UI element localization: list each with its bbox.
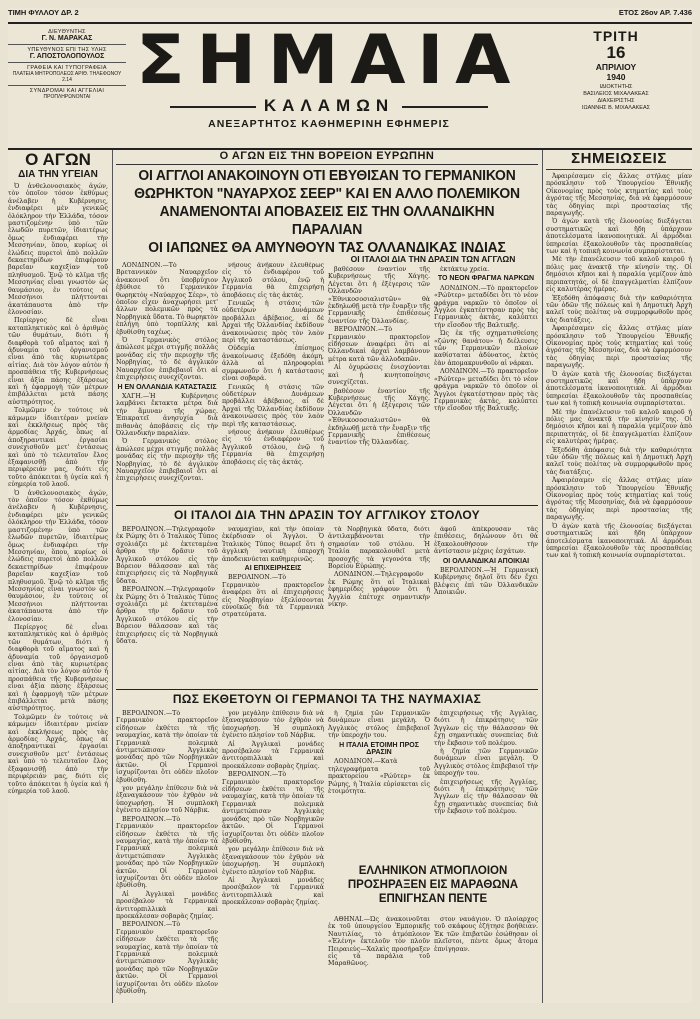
subheading: ΤΟ ΝΕΟΝ ΦΡΑΓΜΑ ΝΑΡΚΩΝ xyxy=(437,275,535,283)
column-divider xyxy=(112,150,113,1003)
subheading: Η ΙΤΑΛΙΑ ΕΤΟΙΜΗ ΠΡΟΣ ΔΡΑΣΙΝ xyxy=(339,741,419,757)
section-2-title: ΟΙ ΙΤΑΛΟΙ ΔΙΑ ΤΗΝ ΔΡΑΣΙΝ ΤΟΥ ΑΓΓΛΙΚΟΥ ΣΤΟΛΟΥ xyxy=(174,508,480,522)
month: ΑΠΡΙΛΙΟΥ xyxy=(595,62,637,72)
paragraph: Περίεργος δὲ εἶναι καταπληκτικὸς καὶ ὁ ἀριθμὸς τῶν θυμάτων, διότι ἡ διαφθορὰ τοῦ αἵματος καὶ ἡ ἀδυναμία τοῦ ὀργανισμοῦ εἶναι ἀπὸ τὰς κυριωτέρας αἰτίας. Διὰ τὸν λόγον αὐτὸν ἡ προσπάθεια τῆς Κυβερνήσεως εἶναι ἀξία πάσης ἐξάρσεως καὶ ἡ ἐφαρμογὴ τῶν μέτρων ἐπιβάλλεται μετὰ πάσης αὐστηρότητος. xyxy=(8,317,108,406)
column-divider xyxy=(542,150,543,1003)
paragraph: Μὲ τὴν ἐπανέλευσιν τοῦ καλοῦ καιροῦ ἡ πόλις μας ἀνακτᾷ τὴν κίνησίν της. Οἱ δημόσιοι κῆποι καὶ ἡ παραλία γεμίζουν ἀπὸ περιπατητάς, οἱ δὲ ἐπαγγελματίαι ἐλπίζουν εἰς καλυτέρας ἡμέρας. xyxy=(546,256,692,294)
paragraph: Ὁ ἀγὼν κατὰ τῆς ἐλονοσίας διεξάγεται συστηματικῶς καὶ ἤδη ὑπάρχουν ἀποτελέσματα ἱκανοποιητικά. Αἱ ἀρμόδιαι ὑπηρεσίαι ἐξακολουθοῦν τὰς προσπαθείας των καὶ ἡ τοπικὴ κοινωνία συμπαρίσταται. xyxy=(546,522,692,560)
offices-block xyxy=(8,63,126,86)
paragraph: Τολμῶμεν ἐν τούτοις νὰ κάμωμεν ἰδιαιτέραν μνείαν καὶ ἐκκλήσεως πρὸς τὰς ἀρμοδίας Ἀρχάς, ὅπως αἱ ἀποξηραντικαὶ ἐργασίαι συνεχισθοῦν μετ' ἐντάσεως καὶ ὑπὸ τὸ τελευταῖον ἕλος ἐξαφανισθῇ ἀπὸ τὴν περιφέρειάν μας, διότι εἰς τοῦτο ἀπόκειται ἡ ὑγεία καὶ ἡ εὐημερία τοῦ λαοῦ. xyxy=(8,407,108,489)
paragraph: Ἀφαιρέσαμεν εἰς ἄλλας στήλας μίαν πρόσκλησιν τοῦ Ὑπουργείου Ἐθνικῆς Οἰκονομίας πρὸς τοὺς κτηματίας καὶ τοὺς ἀγρότας τῆς Μεσσηνίας, διὰ νὰ ἐφαρμόσουν τὰς ὁδηγίας περὶ προστασίας τῆς παραγωγῆς. xyxy=(546,325,692,370)
divider xyxy=(116,164,538,165)
offices-address: ΠΛΑΤΕΙΑ ΜΗΤΡΟΠΟΛΕΩΣ ΑΡΙΘ. ΤΗΛΕΦΩΝΟΥ 2.14 xyxy=(12,71,122,83)
offices-label: ΓΡΑΦΕΙΑ ΚΑΙ ΤΥΠΟΓΡΑΦΕΙΑ xyxy=(27,65,107,71)
paragraph: Γενικῶς ἡ στάσις τῶν οὐδετέρων Δυνάμεων προβάλλει ἀβέβαιος, αἱ δὲ Ἀρχαὶ τῆς Ὀλλανδίας ἐκδίδουν ἀνακοινώσεις πρὸς τὸν λαὸν περὶ τῆς καταστάσεως. xyxy=(222,300,324,345)
paragraph: Γενικῶς ἡ στάσις τῶν οὐδετέρων Δυνάμεων προβάλλει ἀβέβαιος, αἱ δὲ Ἀρχαὶ τῆς Ὀλλανδίας ἐκδίδουν ἀνακοινώσεις πρὸς τὸν λαὸν περὶ τῆς καταστάσεως. xyxy=(222,383,324,428)
paragraph: Μὲ τὴν ἐπανέλευσιν τοῦ καλοῦ καιροῦ ἡ πόλις μας ἀνακτᾷ τὴν κίνησίν της. Οἱ δημόσιοι κῆποι καὶ ἡ παραλία γεμίζουν ἀπὸ περιπατητάς, οἱ δὲ ἐπαγγελματίαι ἐλπίζουν εἰς καλυτέρας ἡμέρας. xyxy=(546,408,692,446)
paragraph: ναυμαχίαν, καὶ τὴν ὁποίαν ἐκέρδισαν οἱ Ἄγγλοι. Ὁ Ἰταλικὸς Τύπος θεωρεῖ ὅτι ἡ ἀγγλικὴ ναυτικὴ ὑπεροχὴ ἀποδεικνύεται καθημερινῶς. xyxy=(222,526,324,563)
paragraph: ΛΟΝΔΙΝΟΝ.—Τὸ πρακτορεῖον «Ρώϋτερ» μεταδίδει ὅτι τὸ νέον φράγμα ναρκῶν τὸ ὁποῖον οἱ Ἄγγλοι ἐγκατέστησαν πρὸς τὰς Γερμανικὰς ἀκτάς, καλύπτει τὴν εἴσοδον τῆς Βαλτικῆς. xyxy=(434,368,538,413)
headline-1: ΟΙ ΑΓΓΛΟΙ ΑΝΑΚΟΙΝΟΥΝ ΟΤΙ ΕΒΥΘΙΣΑΝ ΤΟ ΓΕΡΜΑΝΙΚΟΝ xyxy=(138,168,516,184)
paragraph: γον μεγάλην ἐπίθεσιν διὰ νὰ ἐξαναγκάσουν τὸν ἐχθρὸν νὰ ὑποχωρήσῃ. Ἡ συμπλοκὴ ἐγένετο πλησίον τοῦ Νάρβικ. xyxy=(222,710,324,740)
editor-name: Γ. Ν. ΜΑΡΑΚΑΣ xyxy=(41,35,93,42)
responsible-label: ΥΠΕΥΘΥΝΟΣ ΕΠΙ ΤΗΣ ΥΛΗΣ xyxy=(27,47,107,53)
section-4-title-1: ΕΛΛΗΝΙΚΟΝ ΑΤΜΟΠΛΟΙΟΝ xyxy=(358,865,508,877)
paragraph: Ὁ Γερμανικὸς στόλος ἀπώλεσε μέχρι στιγμῆς πολλὰς μονάδας εἰς τὴν περιοχὴν τῆς Νορβηγίας, τὸ δὲ ἀγγλικὸν Ναυαρχεῖον ἐπιβεβαιοῖ ὅτι αἱ ἐπιχειρήσεις συνεχίζονται. xyxy=(116,438,218,483)
section-2-col-4 xyxy=(434,526,538,686)
paragraph: ΒΕΡΟΛΙΝΟΝ.—Τὸ Γερμανικὸν πρακτορεῖον εἰδήσεων ἀναφέρει ὅτι αἱ Ὀλλανδικαὶ ἀρχαὶ λαμβάνουν μέτρα κατὰ τῶν ἀλλοδαπῶν. xyxy=(328,326,430,363)
paragraph: ἐπιχειρήσεως τῆς Ἀγγλίας, διότι ἡ ἐπικράτησις τῶν Ἄγγλων εἰς τὴν θάλασσαν θὰ ἔχῃ σημαντικὰς συνεπείας διὰ τὴν ἔκβασιν τοῦ πολέμου. xyxy=(434,778,538,816)
left-column xyxy=(8,150,108,1003)
paragraph: ΛΟΝΔΙΝΟΝ.—Κατὰ τηλεγραφήματα τοῦ πρακτορείου «Ρώϋτερ» ἐκ Ρώμης, ἡ Ἰταλία εὑρίσκεται εἰς ἑτοιμότητα. xyxy=(328,758,430,796)
section-3-header xyxy=(116,692,538,708)
section-3-col-2 xyxy=(222,710,324,1003)
subheading: ΟΙ ΟΛΛΑΝΔΙΚΑΙ ΑΠΟΙΚΙΑΙ xyxy=(442,557,530,565)
editor-block xyxy=(8,27,126,45)
paragraph: Αἱ Ἀγγλικαὶ μονάδες προσέβαλον τὰ Γερμανικὰ ἀντιτορπιλλικὰ καὶ προεκάλεσαν σοβαρὰς ζημίας. xyxy=(222,876,324,907)
paragraph: στον ναυάγιον. Ὁ πλοίαρχος τοῦ σκάφους ἐζήτησε βοήθειαν. Ἐκ τῶν ἐπιβατῶν ἐσώθησαν οἱ πλεῖστοι, πέντε ὅμως ἄτομα ἐπνίγησαν. xyxy=(434,916,538,953)
paragraph: Ἐξεδόθη ἀπόφασις διὰ τὴν καθαριότητα τῶν ὁδῶν τῆς πόλεως καὶ ἡ Δημοτικὴ Ἀρχὴ καλεῖ τοὺς πολίτας νὰ συμμορφωθοῦν πρὸς τὰς διατάξεις. xyxy=(546,294,692,324)
paragraph: βαθέσουν ἐναντίον τῆς Κυβερνήσεως τῆς Χάγης. Λέγεται ὅτι ἡ ἐξέγερσις τῶν Ὀλλανδῶν «Ἐθνικοσοσιαλιστῶν» θὰ ἐκδηλωθῇ μετὰ τὴν ἔναρξιν τῆς Γερμανικῆς ἐπιθέσεως ἐναντίον τῆς Ὀλλανδίας. xyxy=(328,266,430,325)
paragraph: ΑΘΗΝΑΙ.—Ὡς ἀνακοινοῦται ἐκ τοῦ ὑπουργείου Ἐμπορικῆς Ναυτιλίας, τὸ ἀτμόπλοιον «Ἑλένη» ἐκτελοῦν τὸν πλοῦν Πειραιεὺς—Χαλκὶς προσήραξεν εἰς τὰ παράλια τοῦ Μαραθῶνος. xyxy=(328,916,430,968)
paragraph: Ἐξεδόθη ἀπόφασις διὰ τὴν καθαριότητα τῶν ὁδῶν τῆς πόλεως καὶ ἡ Δημοτικὴ Ἀρχὴ καλεῖ τοὺς πολίτας νὰ συμμορφωθοῦν πρὸς τὰς διατάξεις. xyxy=(546,446,692,476)
divider xyxy=(116,689,538,690)
paragraph: ΒΕΡΟΛΙΝΟΝ.—Τὸ Γερμανικὸν πρακτορεῖον εἰδήσεων ἐκθέτει τὰ τῆς ναυμαχίας, κατὰ τὴν ὁποίαν τὰ Γερμανικὰ πολεμικὰ ἀντιμετώπισαν Ἀγγλικὰς μονάδας πρὸ τῶν Νορβηγικῶν ἀκτῶν. Οἱ Γερμανοὶ ἰσχυρίζονται ὅτι οὐδὲν πλοῖον ἐβυθίσθη. xyxy=(116,710,218,784)
paragraph: ἡ ζημία τῶν Γερμανικῶν δυνάμεων εἶναι μεγάλη. Ὁ Ἀγγλικὸς στόλος ἐπιβεβαιοῖ τὴν ὑπεροχήν του. xyxy=(328,710,430,740)
paragraph: ΒΕΡΟΛΙΝΟΝ.—Ἡ Γερμανικὴ Κυβέρνησις δηλοῖ ὅτι δὲν ἔχει βλέψεις ἐπὶ τῶν Ὀλλανδικῶν Ἀποικιῶν. xyxy=(434,567,538,597)
headline-3: ΑΝΑΜΕΝΟΝΤΑΙ ΑΠΟΒΑΣΕΙΣ ΕΙΣ ΤΗΝ ΟΛΛΑΝΔΙΚΗΝ ΠΑΡΑΛΙΑΝ xyxy=(159,204,495,238)
paragraph: ΒΕΡΟΛΙΝΟΝ.—Τηλεγραφοῦν ἐκ Ρώμης ὅτι ὁ Ἰταλικὸς Τύπος σχολιάζει μὲ ἐκτεταμένα ἄρθρα τὴν δρᾶσιν τοῦ Ἀγγλικοῦ στόλου εἰς τὴν Βόρειον θάλασσαν καὶ τὰς ἐπιχειρήσεις εἰς τὰ Νορβηγικὰ ὕδατα. xyxy=(116,586,218,646)
newspaper-city: ΚΑΛΑΜΩΝ xyxy=(138,96,520,116)
section-3-title: ΠΩΣ ΕΚΘΕΤΟΥΝ ΟΙ ΓΕΡΜΑΝΟΙ ΤΑ ΤΗΣ ΝΑΥΜΑΧΙΑΣ xyxy=(172,692,482,706)
notes-title: ΣΗΜΕΙΩΣΕΙΣ xyxy=(546,150,692,170)
paragraph: ἡ ζημία τῶν Γερμανικῶν δυνάμεων εἶναι μεγάλη. Ὁ Ἀγγλικὸς στόλος ἐπιβεβαιοῖ τὴν ὑπεροχήν του. xyxy=(434,748,538,778)
responsible-block xyxy=(8,45,126,63)
paragraph: γον μεγάλην ἐπίθεσιν διὰ νὰ ἐξαναγκάσουν τὸν ἐχθρὸν νὰ ὑποχωρήσῃ. Ἡ συμπλοκὴ ἐγένετο πλησίον τοῦ Νάρβικ. xyxy=(222,846,324,876)
left-col-title: Ο ΑΓΩΝ xyxy=(25,150,91,169)
issue-label: ΕΤΟΣ 26ον ΑΡ. 7.436 xyxy=(618,8,692,17)
masthead-info-box xyxy=(8,27,126,145)
paragraph: Ὁ ἀγὼν κατὰ τῆς ἐλονοσίας διεξάγεται συστηματικῶς καὶ ἤδη ὑπάρχουν ἀποτελέσματα ἱκανοποιητικά. Αἱ ἀρμόδιαι ὑπηρεσίαι ἐξακολουθοῦν τὰς προσπαθείας των καὶ ἡ τοπικὴ κοινωνία συμπαρίσταται. xyxy=(546,370,692,408)
paragraph: Ὁ ἀνθελονοσιακὸς ἀγών, τὸν ὁποῖον τόσον ἐκθύμως ἀνέλαβεν ἡ Κυβέρνησις, ἐνδιαφέρει μὲν γενικῶς ὁλόκληρον τὴν Ἑλλάδα, τόσον μαστιζομένην ὑπὸ τῶν ἑλωδῶν πυρετῶν, ἰδιαιτέρως ὅμως ἐνδιαφέρει τὴν Μεσσηνίαν, ὅπου, κυρίως οἱ ἑλώδεις πυρετοὶ ἀπὸ πολλῶν δεκαετηρίδων ἐπιφέρουν βαρεῖαν καχεξίαν τοῦ πληθυσμοῦ. Ἐνῷ τὸ κλῖμα τῆς Μεσσηνίας εἶναι γνωστὸν ὡς θαυμάσιον, ἐν τούτοις οἱ Μεσσήνιοι πλήττονται ἀκατάπαυστα ἀπὸ τὴν ἐλονοσίαν. xyxy=(8,489,108,623)
paragraph: Αἱ Ἀγγλικαὶ μονάδες προσέβαλον τὰ Γερμανικὰ ἀντιτορπιλλικὰ καὶ προεκάλεσαν σοβαρὰς ζημίας. xyxy=(116,890,218,920)
paragraph: ΒΕΡΟΛΙΝΟΝ.—Τὸ Γερμανικὸν πρακτορεῖον εἰδήσεων ἐκθέτει τὰ τῆς ναυμαχίας, κατὰ τὴν ὁποίαν τὰ Γερμανικὰ πολεμικὰ ἀντιμετώπισαν Ἀγγλικὰς μονάδας πρὸ τῶν Νορβηγικῶν ἀκτῶν. Οἱ Γερμανοὶ ἰσχυρίζονται ὅτι οὐδὲν πλοῖον ἐβυθίσθη. xyxy=(222,771,324,845)
subscription-note: ΠΡΟΠΛΗΡΩΝΟΝΤΑΙ xyxy=(43,94,91,100)
subscription-label: ΣΥΝΔΡΟΜΑΙ ΚΑΙ ΑΓΓΕΛΙΑΙ xyxy=(29,88,105,94)
subscription-block xyxy=(8,86,126,102)
left-col-body xyxy=(8,183,108,795)
main-article-col-3 xyxy=(328,266,430,502)
paragraph: ΒΕΡΟΛΙΝΟΝ.—Τὸ Γερμανικὸν πρακτορεῖον εἰδήσεων ἐκθέτει τὰ τῆς ναυμαχίας, κατὰ τὴν ὁποίαν τὰ Γερμανικὰ πολεμικὰ ἀντιμετώπισαν Ἀγγλικὰς μονάδας πρὸ τῶν Νορβηγικῶν ἀκτῶν. Οἱ Γερμανοὶ ἰσχυρίζονται ὅτι οὐδὲν πλοῖον ἐβυθίσθη. xyxy=(116,815,218,890)
paragraph: Ὡς ἐκ τῆς σχηματισθείσης «ζώνης θανάτου» ἡ διέλευσις τῶν Γερμανικῶν πλοίων καθίσταται ἀδύνατος, ἐκτὸς ἐὰν ἀπομακρυνθοῦν αἱ νάρκαι. xyxy=(434,330,538,367)
main-article-col-2 xyxy=(222,262,324,502)
paragraph: νήσους ἀνήκουν ἐλευθέρως εἰς τὸ ἐνδιαφέρον τοῦ Ἀγγλικοῦ στόλου, ἐνῷ ἡ Γερμανία θὰ ἐπιχειρήσῃ ἀποβάσεις εἰς τὰς ἀκτάς. xyxy=(222,428,324,466)
responsible-name: Γ. ΑΠΟΣΤΟΛΟΠΟΥΛΟΣ xyxy=(29,53,105,60)
headline-4: ΟΙ ΙΑΠΩΝΕΣ ΘΑ ΑΜΥΝΘΟΥΝ ΤΑΣ ΟΛΛΑΝΔΙΚΑΣ ΙΝΔΙΑΣ xyxy=(148,240,506,256)
section-4-title-3: ΕΠΝΙΓΗΣΑΝ ΠΕΝΤΕ xyxy=(378,893,488,905)
price-label: ΤΙΜΗ ΦΥΛΛΟΥ ΔΡ. 2 xyxy=(8,8,79,17)
paragraph: Αἱ ὀχυρώσεις ἐνισχύονται καὶ ἡ κινητοποίησις συνεχίζεται. xyxy=(328,364,430,387)
paragraph: Ἀφαιρέσαμεν εἰς ἄλλας στήλας μίαν πρόσκλησιν τοῦ Ὑπουργείου Ἐθνικῆς Οἰκονομίας πρὸς τοὺς κτηματίας καὶ τοὺς ἀγρότας τῆς Μεσσηνίας, διὰ νὰ ἐφαρμόσουν τὰς ὁδηγίας περὶ προστασίας τῆς παραγωγῆς. xyxy=(546,477,692,522)
section-2-col-1 xyxy=(116,526,218,686)
paragraph: ΛΟΝΔΙΝΟΝ.—Τὸ πρακτορεῖον «Ρώϋτερ» μεταδίδει ὅτι τὸ νέον φράγμα ναρκῶν τὸ ὁποῖον οἱ Ἄγγλοι ἐγκατέστησαν πρὸς τὰς Γερμανικὰς ἀκτάς, καλύπτει τὴν εἴσοδον τῆς Βαλτικῆς. xyxy=(434,284,538,329)
editor-label: ΔΙΕΥΘΥΝΤΗΣ xyxy=(48,29,86,35)
date-number: 16 xyxy=(606,43,626,62)
paragraph: ΒΕΡΟΛΙΝΟΝ.—Τὸ Γερμανικὸν πρακτορεῖον εἰδήσεων ἐκθέτει τὰ τῆς ναυμαχίας, κατὰ τὴν ὁποίαν τὰ Γερμανικὰ πολεμικὰ ἀντιμετώπισαν Ἀγγλικὰς μονάδας πρὸ τῶν Νορβηγικῶν ἀκτῶν. Οἱ Γερμανοὶ ἰσχυρίζονται ὅτι οὐδὲν πλοῖον ἐβυθίσθη. xyxy=(116,921,218,996)
main-article-col-1 xyxy=(116,262,218,502)
paragraph: ΛΟΝΔΙΝΟΝ.—Τὸ Βρεταννικὸν Ναυαρχεῖον ἀνακοινοῖ ὅτι ὑποβρύχιον ἐβύθισε τὸ Γερμανικὸν θωρηκτὸν «Ναύαρχος Σέερ», τὸ ὁποῖον εἶχεν ἀναχωρήσει μετ' ἄλλων πολεμικῶν πρὸς τὰ Νορβηγικὰ ὕδατα. Τὸ θωρηκτὸν ἐπλήγη ὑπὸ τορπίλλης καὶ ἐβυθίσθη ταχέως. xyxy=(116,262,218,336)
section-4-header xyxy=(328,864,538,914)
paragraph: ΒΕΡΟΛΙΝΟΝ.—Τὸ Γερμανικὸν πρακτορεῖον ἀναφέρει ὅτι αἱ ἐπιχειρήσεις εἰς Νορβηγίαν ἐξελίσσονται εὐνοϊκῶς διὰ τὰ Γερμανικὰ στρατεύματα. xyxy=(222,574,324,619)
section-4-col-2 xyxy=(434,916,538,1003)
left-col-subtitle: ΔΙΑ ΤΗΝ ΥΓΕΙΑΝ xyxy=(18,169,98,180)
paragraph: ἐκτάκτῳ χρεία. xyxy=(440,266,490,273)
paragraph: Ὁ Γερμανικὸς στόλος ἀπώλεσε μέχρι στιγμῆς πολλὰς μονάδας εἰς τὴν περιοχὴν τῆς Νορβηγίας, τὸ δὲ ἀγγλικὸν Ναυαρχεῖον ἐπιβεβαιοῖ ὅτι αἱ ἐπιχειρήσεις συνεχίζονται. xyxy=(116,337,218,382)
section-2-col-2 xyxy=(222,526,324,686)
paragraph: ἐπιχειρήσεως τῆς Ἀγγλίας, διότι ἡ ἐπικράτησις τῶν Ἄγγλων εἰς τὴν θάλασσαν θὰ ἔχῃ σημαντικὰς συνεπείας διὰ τὴν ἔκβασιν τοῦ πολέμου. xyxy=(434,710,538,747)
paragraph: Οὐδεμία ἐπίσημος ἀνακοίνωσις ἐξεδόθη ἀκόμη, ἀλλὰ αἱ πληροφορίαι συμφωνοῦν ὅτι ἡ κατάστασις εἶναι σοβαρά. xyxy=(222,345,324,383)
section-2-col-3 xyxy=(328,526,430,686)
subheading: ΑΙ ΕΠΙΧΕΙΡΗΣΕΙΣ xyxy=(244,565,302,573)
paragraph: ἀφοῦ ἀπέκρουσαν τὰς ἐπιθέσεις, δηλώνουν ὅτι θὰ ἐξακολουθήσουν τὴν ἀντίστασιν μέχρις ἐσχάτων. xyxy=(434,526,538,556)
newspaper-title: ΣΗΜΑΙΑ xyxy=(136,21,522,100)
section-3-col-1 xyxy=(116,710,218,1003)
section-3-col-4 xyxy=(434,710,538,860)
section-4-title-2: ΠΡΟΣΗΡΑΞΕΝ ΕΙΣ ΜΑΡΑΘΩΝΑ xyxy=(347,879,519,891)
section-2-header xyxy=(116,508,538,524)
subheading: Η ΕΝ ΟΛΛΑΝΔΙΑ ΚΑΤΑΣΤΑΣΙΣ xyxy=(117,383,217,391)
right-column xyxy=(546,150,692,1003)
section-3-col-3 xyxy=(328,710,430,860)
weekday: ΤΡΙΤΗ xyxy=(593,28,639,44)
paragraph: Αἱ Ἀγγλικαὶ μονάδες προσέβαλον τὰ Γερμανικὰ ἀντιτορπιλλικὰ καὶ προεκάλεσαν σοβαρὰς ζημίας. xyxy=(222,740,324,770)
italian-subhead-box xyxy=(328,254,538,264)
paragraph: Ὁ ἀνθελονοσιακὸς ἀγών, τὸν ὁποῖον τόσον ἐκθύμως ἀνέλαβεν ἡ Κυβέρνησις, ἐνδιαφέρει μὲν γενικῶς ὁλόκληρον τὴν Ἑλλάδα, τόσον μαστιζομένην ὑπὸ τῶν ἑλωδῶν πυρετῶν, ἰδιαιτέρως ὅμως ἐνδιαφέρει τὴν Μεσσηνίαν, ὅπου, κυρίως οἱ ἑλώδεις πυρετοὶ ἀπὸ πολλῶν δεκαετηρίδων ἐπιφέρουν βαρεῖαν καχεξίαν τοῦ πληθυσμοῦ. Ἐνῷ τὸ κλῖμα τῆς Μεσσηνίας εἶναι γνωστὸν ὡς θαυμάσιον, ἐν τούτοις οἱ Μεσσήνιοι πλήττονται ἀκατάπαυστα ἀπὸ τὴν ἐλονοσίαν. xyxy=(8,183,108,316)
main-article-col-4 xyxy=(434,266,538,502)
newspaper-logo xyxy=(136,21,522,130)
year: 1940 xyxy=(606,72,626,82)
admin-name: ΙΩΑΝΝΗΣ Β. ΜΙΧΑΛΑΚΕΑΣ xyxy=(581,105,651,111)
headline-2: ΘΩΡΗΚΤΟΝ "ΝΑΥΑΡΧΟΣ ΣΕΕΡ" ΚΑΙ ΕΝ ΑΛΛΟ ΠΟΛΕΜΙΚΟΝ xyxy=(134,186,520,202)
owner-label: ΙΔΙΟΚΤΗΤΗΣ xyxy=(599,84,633,90)
paragraph: ΒΕΡΟΛΙΝΟΝ.—Τηλεγραφοῦν ἐκ Ρώμης ὅτι ὁ Ἰταλικὸς Τύπος σχολιάζει μὲ ἐκτεταμένα ἄρθρα τὴν δρᾶσιν τοῦ Ἀγγλικοῦ στόλου εἰς τὴν Βόρειον θάλασσαν καὶ τὰς ἐπιχειρήσεις εἰς τὰ Νορβηγικὰ ὕδατα. xyxy=(116,526,218,585)
paragraph: Ὁ ἀγὼν κατὰ τῆς ἐλονοσίας διεξάγεται συστηματικῶς καὶ ἤδη ὑπάρχουν ἀποτελέσματα ἱκανοποιητικά. Αἱ ἀρμόδιαι ὑπηρεσίαι ἐξακολουθοῦν τὰς προσπαθείας των καὶ ἡ τοπικὴ κοινωνία συμπαρίσταται. xyxy=(546,218,692,256)
newspaper-page xyxy=(8,8,692,1003)
paragraph: βαθέσουν ἐναντίον τῆς Κυβερνήσεως τῆς Χάγης. Λέγεται ὅτι ἡ ἐξέγερσις τῶν Ὀλλανδῶν «Ἐθνικοσοσιαλιστῶν» θὰ ἐκδηλωθῇ μετὰ τὴν ἔναρξιν τῆς Γερμανικῆς ἐπιθέσεως ἐναντίον τῆς Ὀλλανδίας. xyxy=(328,387,430,447)
paragraph: ΧΑΓΗ.—Ἡ Κυβέρνησις λαμβάνει ἔκτακτα μέτρα διὰ τὴν ἄμυναν τῆς χώρας. Ἐπικρατεῖ ἀνησυχία διὰ πιθανὰς ἀποβάσεις εἰς τὴν Ὀλλανδικὴν παραλίαν. xyxy=(116,392,218,437)
main-headlines xyxy=(116,150,538,262)
section-4-col-1 xyxy=(328,916,430,1003)
paragraph: νήσους ἀνήκουν ἐλευθέρως εἰς τὸ ἐνδιαφέρον τοῦ Ἀγγλικοῦ στόλου, ἐνῷ ἡ Γερμανία θὰ ἐπιχειρήσῃ ἀποβάσεις εἰς τὰς ἀκτάς. xyxy=(222,262,324,299)
paragraph: τὰ Νορβηγικὰ ὕδατα, διότι ἀντιλαμβάνονται τὴν σημασίαν τοῦ στόλου. Ἡ Ἰταλία παρακολουθεῖ μετὰ προσοχῆς τὰ γεγονότα τῆς Βορείου Εὐρώπης. xyxy=(328,526,430,571)
divider xyxy=(116,505,538,506)
paragraph: ΛΟΝΔΙΝΟΝ.—Τηλεγραφοῦν ἐκ Ρώμης ὅτι αἱ Ἰταλικαὶ ἐφημερίδες γράφουν ὅτι ἡ Ἀγγλία ἐπέτυχε σημαντικὴν νίκην. xyxy=(328,571,430,609)
admin-label: ΔΙΑΧΕΙΡΙΣΤΗΣ xyxy=(597,98,635,104)
date-box xyxy=(540,28,692,112)
owner-name: ΒΑΣΙΛΕΙΟΣ ΜΙΧΑΛΑΚΕΑΣ xyxy=(583,91,649,97)
paragraph: Ἀφαιρέσαμεν εἰς ἄλλας στήλας μίαν πρόσκλησιν τοῦ Ὑπουργείου Ἐθνικῆς Οἰκονομίας πρὸς τοὺς κτηματίας καὶ τοὺς ἀγρότας τῆς Μεσσηνίας, διὰ νὰ ἐφαρμόσουν τὰς ὁδηγίας περὶ προστασίας τῆς παραγωγῆς. xyxy=(546,173,692,218)
newspaper-tagline: ΑΝΕΞΑΡΤΗΤΟΣ ΚΑΘΗΜΕΡΙΝΗ ΕΦΗΜΕΡΙΣ xyxy=(208,118,450,130)
paragraph: Τολμῶμεν ἐν τούτοις νὰ κάμωμεν ἰδιαιτέραν μνείαν καὶ ἐκκλήσεως πρὸς τὰς ἀρμοδίας Ἀρχάς, ὅπως αἱ ἀποξηραντικαὶ ἐργασίαι συνεχισθοῦν μετ' ἐντάσεως καὶ ὑπὸ τὸ τελευταῖον ἕλος ἐξαφανισθῇ ἀπὸ τὴν περιφέρειάν μας, διότι εἰς τοῦτο ἀπόκειται ἡ ὑγεία καὶ ἡ εὐημερία τοῦ λαοῦ. xyxy=(8,713,108,795)
headline-kicker: Ο ΑΓΩΝ ΕΙΣ ΤΗΝ ΒΟΡΕΙΟΝ ΕΥΡΩΠΗΝ xyxy=(219,150,435,162)
top-strip xyxy=(8,8,692,22)
paragraph: γον μεγάλην ἐπίθεσιν διὰ νὰ ἐξαναγκάσουν τὸν ἐχθρὸν νὰ ὑποχωρήσῃ. Ἡ συμπλοκὴ ἐγένετο πλησίον τοῦ Νάρβικ. xyxy=(116,785,218,815)
paragraph: Περίεργος δὲ εἶναι καταπληκτικὸς καὶ ὁ ἀριθμὸς τῶν θυμάτων, διότι ἡ διαφθορὰ τοῦ αἵματος καὶ ἡ ἀδυναμία τοῦ ὀργανισμοῦ εἶναι ἀπὸ τὰς κυριωτέρας αἰτίας. Διὰ τὸν λόγον αὐτὸν ἡ προσπάθεια τῆς Κυβερνήσεως εἶναι ἀξία πάσης ἐξάρσεως καὶ ἡ ἐφαρμογὴ τῶν μέτρων ἐπιβάλλεται μετὰ πάσης αὐστηρότητος. xyxy=(8,623,108,713)
subhead-italians: ΟΙ ΙΤΑΛΟΙ ΔΙΑ ΤΗΝ ΔΡΑΣΙΝ ΤΩΝ ΑΓΓΛΩΝ xyxy=(350,254,516,264)
notes-body xyxy=(546,173,692,560)
masthead xyxy=(8,22,692,150)
